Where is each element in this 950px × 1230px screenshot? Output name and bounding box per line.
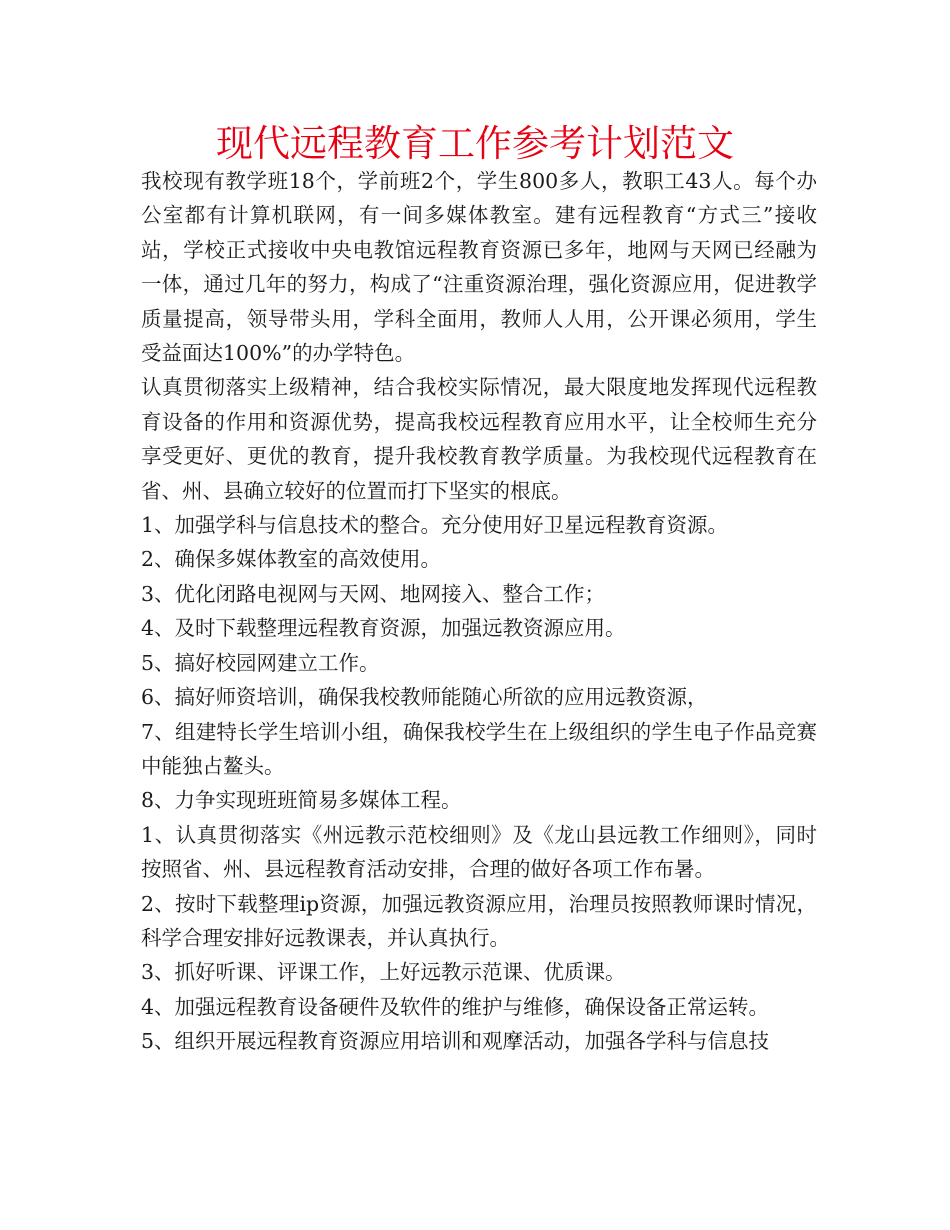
list-item: 2、按时下载整理ip资源，加强远教资源应用，治理员按照教师课时情况，科学合理安排好远教课表，并认真执行。	[141, 891, 817, 950]
list-item: 5、组织开展远程教育资源应用培训和观摩活动，加强各学科与信息技	[141, 1029, 770, 1054]
list-item: 2、确保多媒体教室的高效使用。	[141, 547, 442, 572]
list-item: 5、搞好校园网建立工作。	[141, 650, 380, 675]
list-item: 1、认真贯彻落实《州远教示范校细则》及《龙山县远教工作细则》，同时按照省、州、县远程教育活动安排，合理的做好各项工作布暑。	[141, 822, 817, 882]
paragraph-goal: 认真贯彻落实上级精神，结合我校实际情况，最大限度地发挥现代远程教育设备的作用和资源优势，提高我校远程教育应用水平，让全校师生充分享受更好、更优的教育，提升我校教育教学质量。为我校现代远程教育在省、州、县确立较好的位置而打下坚实的根底。	[141, 375, 817, 503]
list-item: 3、抓好听课、评课工作，上好远教示范课、优质课。	[141, 960, 626, 985]
document-body	[141, 164, 817, 1059]
document-title: 现代远程教育工作参考计划范文	[216, 122, 734, 165]
list-item: 7、组建特长学生培训小组，确保我校学生在上级组织的学生电子作品竞赛中能独占鳌头。	[141, 719, 817, 778]
list-item: 4、及时下载整理远程教育资源，加强远教资源应用。	[141, 616, 626, 641]
list-item: 1、加强学科与信息技术的整合。充分使用好卫星远程教育资源。	[141, 513, 729, 538]
list-item: 8、力争实现班班简易多媒体工程。	[141, 788, 462, 813]
list-item: 3、优化闭路电视网与天网、地网接入、整合工作；	[141, 581, 606, 606]
paragraph-intro: 我校现有教学班18个，学前班2个，学生800多人，教职工43人。每个办公室都有计算机联网，有一间多媒体教室。建有远程教育“方式三”接收站，学校正式接收中央电教馆远程教育资源已多年，地网与天网已经融为一体，通过几年的努力，构成了“注重资源治理，强化资源应用，促进教学质量提高，领导带头用，学科全面用，教师人人用，公开课必须用，学生受益面达100%”的办学特色。	[141, 169, 817, 366]
list-item: 4、加强远程教育设备硬件及软件的维护与维修，确保设备正常运转。	[141, 994, 770, 1019]
list-item: 6、搞好师资培训，确保我校教师能随心所欲的应用远教资源，	[141, 685, 708, 710]
